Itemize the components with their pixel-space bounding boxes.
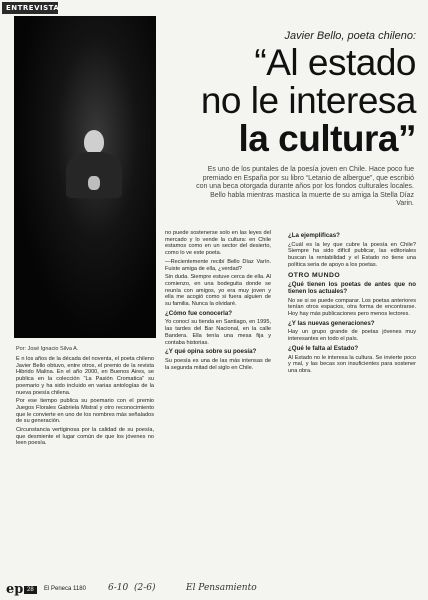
question: ¿Y las nuevas generaciones? [288,319,375,327]
article-kicker: Javier Bello, poeta chileno: [284,30,416,42]
paragraph: Su poesía es una de las más intensas de la segunda mitad del siglo en Chile. [165,357,271,371]
title-line-3: la cultura” [238,118,416,159]
page-number: 28 [24,586,37,594]
photo-credit: Por: José Ignacio Silva A. [16,346,79,352]
photo-subject-face [84,130,104,154]
section-heading: OTRO MUNDO [288,271,341,279]
paragraph: Circunstancia vertiginosa por la calidad de su poesía, que desmiente el lugar común de que los jóvenes no leen poesía. [16,427,154,447]
page-footer [0,580,428,600]
paragraph: Por ese tiempo publica su poemario con el premio Juegos Florales Gabriela Mistral y otro reconocimiento que le convierte en uno de los nombres más señalados de su generación. [16,398,154,425]
magazine-logo: ep [6,582,24,597]
text-column-right [288,230,416,377]
question: ¿Qué le falta al Estado? [288,344,359,352]
paragraph: no puede sostenerse solo en las leyes del mercado y lo vende la cultura: en Chile estamos como en un sector del desierto, como lo ve este poeta. [165,230,271,257]
title-line-2: no le interesa [200,80,416,121]
author-photo [14,16,156,338]
question: ¿Y qué opina sobre su poesía? [165,348,257,356]
paragraph: E n los años de la década del noventa, el poeta chileno Javier Bello obtuvo, entre otros, el premio de la revista Hibrido Malina. En el año 2000, en Buenos Aires, se publica en la colección “La Pasión Cromatica” su poemario y ha sido incluido en varias antologías de la nueva poesía chilena. [16,356,154,396]
paragraph: ¿Cuál es la ley que cubre la poesía en Chile? Siempre ha sido difícil publicar, las editoriales buscan la rentabilidad y el Estado no tiene una política seria de apoyo a los poetas. [288,241,416,268]
title-line-1: “Al estado [254,42,416,83]
article-lede: Es uno de los puntales de la poesía joven en Chile. Hace poco fue premiado en España por su libro “Letanio de albergue”, que escribió con una beca otorgada durante años por los fondos culturales locales. Bello habla mientras mastica la muerte de su amiga la Stella Díaz Varin. [196,166,414,208]
handwritten-note: 6-10 [108,583,129,593]
text-column-left [16,356,154,449]
question: ¿La ejemplificas? [288,232,340,239]
text-column-middle [165,230,271,373]
handwritten-note: El Pensamiento [186,583,257,593]
photo-subject-body [66,152,122,198]
section-label: ENTREVISTA [2,2,58,14]
photo-subject-hand [88,176,100,190]
paragraph: Al Estado no le interesa la cultura. Se invierte poco y mal, y las becas son insuficientes para sostener una obra. [288,354,416,374]
paragraph: Hay un grupo grande de poetas jóvenes muy interesantes en todo el país. [288,329,416,343]
handwritten-note: (2-6) [134,583,156,593]
article-title [166,44,416,158]
issue-label: El Peneca 1180 [44,586,86,592]
paragraph: No se si se puede comparar. Los poetas anteriores tenían otros espacios, otra forma de encontrarse. Hoy hay más publicaciones pero menos lectores. [288,297,416,318]
paragraph: Yo conocí su tienda en Santiago, en 1995, las tardes del Bar Nacional, en la calle Bandera. Ella tenía una mesa fija y contaba historias. [165,319,271,346]
question: ¿Cómo fue conocerla? [165,309,233,317]
paragraph: Sin duda. Siempre estuve cerca de ella. Al comienzo, en una bodeguita donde se reunía con amigos, yo era muy joven y ella me acogió como si fuera alguien de su familia. Nunca la olvidaré. [165,274,271,308]
question: ¿Qué tienen los poetas de antes que no tienen los actuales? [288,281,416,295]
paragraph: —Recientemente recibí Bello Díaz Varín. Fuiste amiga de ella, ¿verdad? [165,258,271,272]
